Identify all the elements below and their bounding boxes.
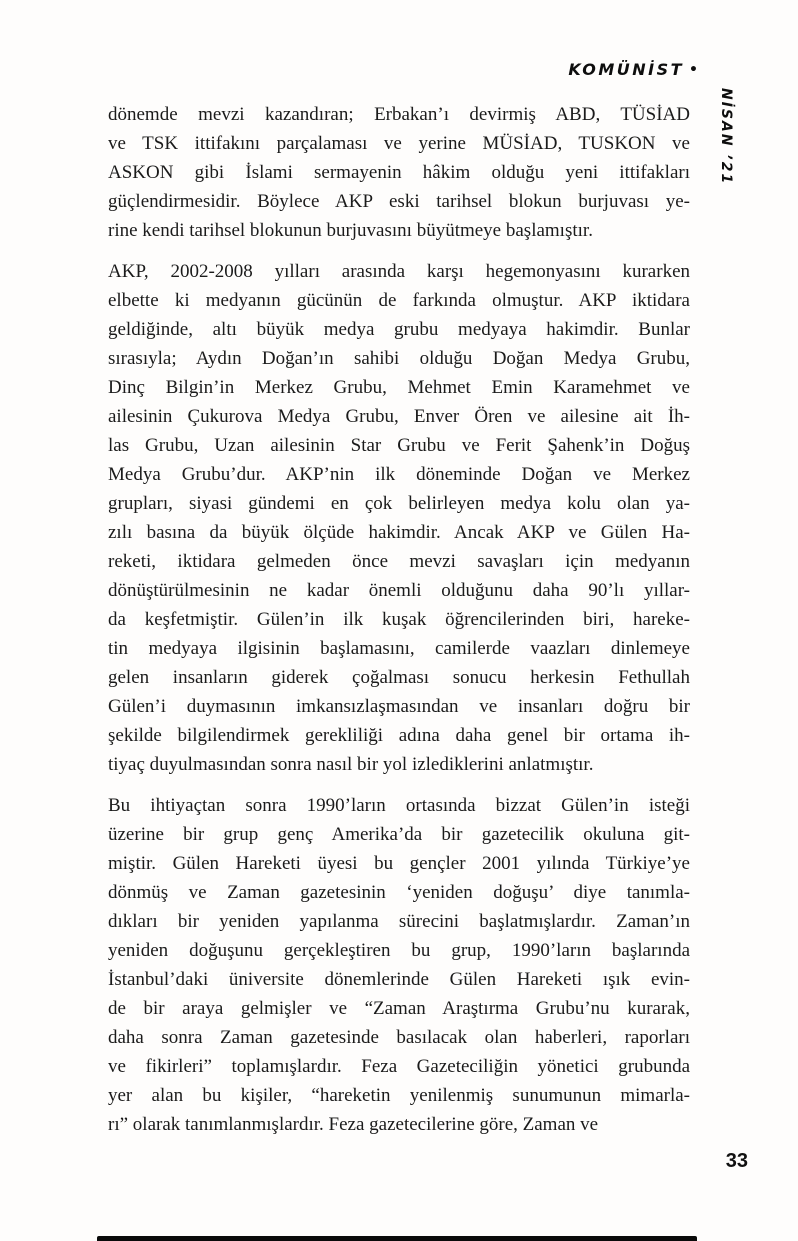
text-line: dıkları bir yeniden yapılanma sürecini başlatmışlardır. Zaman’ın [108, 911, 690, 932]
text-line: AKP, 2002-2008 yılları arasında karşı hegemonyasını kurarken [108, 261, 690, 282]
text-line: tiyaç duyulmasından sonra nasıl bir yol izlediklerini anlatmıştır. [108, 754, 594, 775]
text-line: Dinç Bilgin’in Merkez Grubu, Mehmet Emin Karamehmet ve [108, 377, 690, 398]
text-line: de bir araya gelmişler ve “Zaman Araştırma Grubu’nu kurarak, [108, 998, 690, 1019]
text-line: İstanbul’daki üniversite dönemlerinde Gülen Hareketi ışık evin- [108, 969, 690, 990]
text-line: elbette ki medyanın gücünün de farkında olmuştur. AKP iktidara [108, 290, 690, 311]
text-line: yer alan bu kişiler, “hareketin yenilenmiş sunumunun mimarla- [108, 1085, 690, 1106]
text-line: daha sonra Zaman gazetesinde basılacak olan haberleri, raporları [108, 1027, 690, 1048]
text-line: da keşfetmiştir. Gülen’in ilk kuşak öğrencilerinden biri, hareke- [108, 609, 690, 630]
text-line: Medya Grubu’dur. AKP’nin ilk döneminde Doğan ve Merkez [108, 464, 690, 485]
text-line: reketi, iktidara gelmeden önce mevzi savaşları için medyanın [108, 551, 690, 572]
text-line: geldiğinde, altı büyük medya grubu medyaya hakimdir. Bunlar [108, 319, 690, 340]
masthead [108, 60, 698, 79]
text-line: grupları, siyasi gündemi en çok belirleyen medya kolu olan ya- [108, 493, 690, 514]
text-line: tin medyaya ilgisinin başlamasını, camilerde vaazları dinlemeye [108, 638, 690, 659]
text-line: Bu ihtiyaçtan sonra 1990’ların ortasında bizzat Gülen’in isteği [108, 795, 690, 816]
paragraph [108, 791, 690, 1139]
text-line: gelen insanların giderek çoğalması sonucu herkesin Fethullah [108, 667, 690, 688]
text-line: Gülen’i duymasının imkansızlaşmasından ve insanları doğru bir [108, 696, 690, 717]
paragraph [108, 100, 690, 245]
paragraph [108, 257, 690, 779]
text-line: dönemde mevzi kazandıran; Erbakan’ı devirmiş ABD, TÜSİAD [108, 104, 690, 125]
text-line: ailesinin Çukurova Medya Grubu, Enver Ören ve ailesine ait İh- [108, 406, 690, 427]
text-line: ve fikirleri” toplamışlardır. Feza Gazeteciliğin yönetici grubunda [108, 1056, 690, 1077]
body-text [108, 100, 690, 1139]
text-line: las Grubu, Uzan ailesinin Star Grubu ve Ferit Şahenk’in Doğuş [108, 435, 690, 456]
text-line: şekilde bilgilendirmek gerekliliği adına daha genel bir ortama ih- [108, 725, 690, 746]
page-number: 33 [725, 1150, 748, 1172]
text-line: miştir. Gülen Hareketi üyesi bu gençler 2001 yılında Türkiye’ye [108, 853, 690, 874]
text-line: yeniden doğuşunu gerçekleştiren bu grup, 1990’ların başlarında [108, 940, 690, 961]
text-line: dönmüş ve Zaman gazetesinin ‘yeniden doğuşu’ diye tanımla- [108, 882, 690, 903]
text-line: üzerine bir grup genç Amerika’da bir gazetecilik okuluna git- [108, 824, 690, 845]
magazine-title: KOMÜNİST [568, 60, 685, 79]
masthead-bullet-icon: • [689, 62, 698, 78]
scan-bottom-edge [97, 1236, 697, 1241]
text-line: dönüştürülmesinin ne kadar önemli olduğunu daha 90’lı yıllar- [108, 580, 690, 601]
text-line: ve TSK ittifakını parçalaması ve yerine MÜSİAD, TUSKON ve [108, 133, 690, 154]
text-line: zılı basına da büyük ölçüde hakimdir. Ancak AKP ve Gülen Ha- [108, 522, 690, 543]
text-line: rı” olarak tanımlanmışlardır. Feza gazetecilerine göre, Zaman ve [108, 1114, 599, 1135]
text-line: sırasıyla; Aydın Doğan’ın sahibi olduğu Doğan Medya Grubu, [108, 348, 690, 369]
text-line: rine kendi tarihsel blokunun burjuvasını büyütmeye başlamıştır. [108, 220, 593, 241]
text-line: ASKON gibi İslami sermayenin hâkim olduğu yeni ittifakları [108, 162, 690, 183]
text-line: güçlendirmesidir. Böylece AKP eski tarihsel blokun burjuvası ye- [108, 191, 690, 212]
issue-date-vertical: NİSAN ’21 [718, 88, 734, 186]
